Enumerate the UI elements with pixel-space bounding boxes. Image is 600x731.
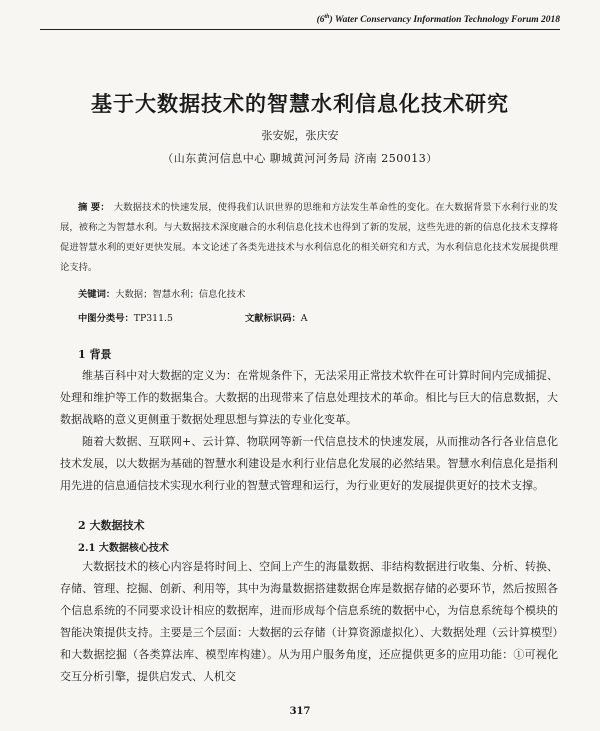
keywords-text: 大数据；智慧水利；信息化技术 bbox=[115, 289, 246, 300]
abstract-text: 大数据技术的快速发展，使得我们认识世界的思维和方法发生革命性的变化。在大数据背景下水利行业的发展，被称之为智慧水利。与大数据技术深度融合的水利信息化技术也得到了新的发展，这些先进的新的信息化技术支撑将促进智慧水利的更好更快发展。本文论述了各类先进技术与水利信息化的相关研究和方式，为水利信息化技术发展提供理论支持。 bbox=[60, 202, 558, 273]
document-code: 文献标识码：A bbox=[245, 313, 308, 324]
running-head: (6th) Water Conservancy Information Technology Forum 2018 bbox=[40, 14, 560, 30]
section-heading-big-data: 2 大数据技术 bbox=[78, 519, 145, 532]
clc-number: 中图分类号：TP311.5 bbox=[78, 313, 173, 324]
subsection-heading-core-tech: 2.1 大数据核心技术 bbox=[78, 543, 169, 554]
section-heading-background: 1 背景 bbox=[78, 348, 112, 361]
affiliation: （山东黄河信息中心 聊城黄河河务局 济南 250013） bbox=[162, 152, 438, 165]
paragraph-background-2: 随着大数据、互联网+、云计算、物联网等新一代信息技术的快速发展，从而推动各行各业信息化技术发展，以大数据为基础的智慧水利建设是水利行业信息化发展的必然结果。智慧水利信息化是指利用先进的信息通信技术实现水利行业的智慧式管理和运行，为行业更好的发展提供更好的技术支撑。 bbox=[60, 435, 558, 492]
keywords bbox=[78, 286, 245, 300]
paragraph-core-tech: 大数据技术的核心内容是将时间上、空间上产生的海量数据、非结构数据进行收集、分析、转换、存储、管理、挖掘、创新、利用等，其中为海量数据搭建数据仓库是数据存储的必要环节，然后按照各个信息系统的不同要求设计相应的数据库，进而形成每个信息系统的数据中心，为信息系统每个模块的智能决策提供支持。主要是三个层面：大数据的云存储（计算资源虚拟化）、大数据处理（云计算模型）和大数据挖掘（各类算法库、模型库构建）。从为用户服务角度，还应提供更多的应用功能：①可视化交互分析引擎，提供启发式、人机交 bbox=[60, 560, 558, 683]
abstract-label: 摘 要： bbox=[78, 202, 110, 213]
authors: 张安妮，张庆安 bbox=[261, 129, 339, 142]
abstract bbox=[60, 198, 558, 278]
page-number: 317 bbox=[289, 706, 311, 717]
paper-title: 基于大数据技术的智慧水利信息化技术研究 bbox=[91, 91, 509, 116]
keywords-label: 关键词： bbox=[78, 289, 116, 300]
paragraph-background-1: 维基百科中对大数据的定义为：在常规条件下，无法采用正常技术软件在可计算时间内完成捕捉、处理和维护等工作的数据集合。大数据的出现带来了信息处理技术的革命。相比与巨大的信息数据，大数据战略的意义更侧重于数据处理思想与算法的专业化变革。 bbox=[60, 369, 558, 426]
